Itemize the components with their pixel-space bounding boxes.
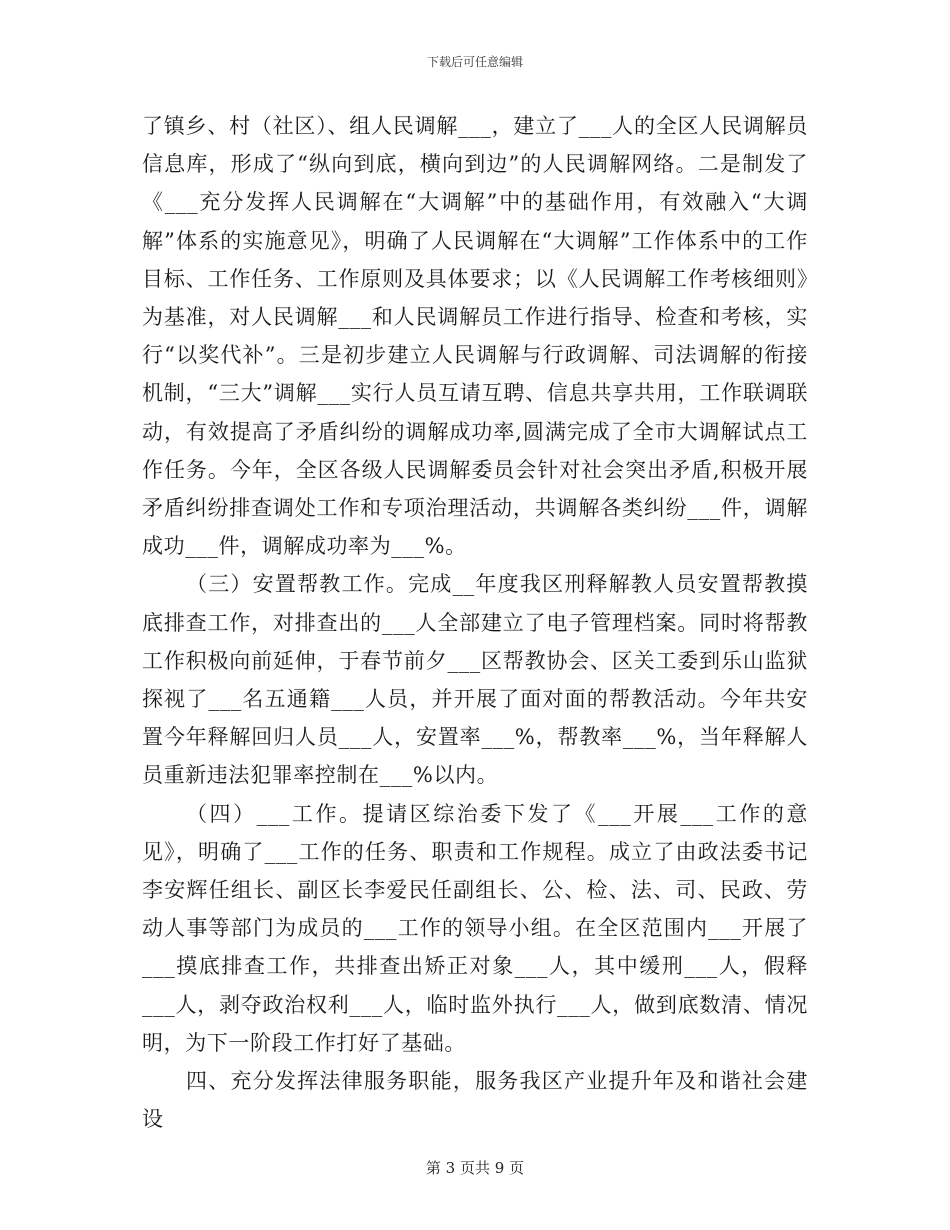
document-body bbox=[142, 107, 808, 1138]
paragraph-resettlement: （三）安置帮教工作。完成__年度我区刑释解教人员安置帮教摸底排查工作，对排查出的___人全部建立了电子管理档案。同时将帮教工作积极向前延伸，于春节前夕___区帮教协会、区关工委到乐山监狱探视了___名五通籍___人员，并开展了面对面的帮教活动。今年共安置今年释解回归人员___人，安置率___%，帮教率___%，当年释解人员重新违法犯罪率控制在___%以内。 bbox=[142, 572, 808, 788]
paragraph-mediation-continued: 了镇乡、村（社区）、组人民调解___，建立了___人的全区人民调解员信息库，形成了“纵向到底，横向到边”的人民调解网络。二是制发了《___充分发挥人民调解在“大调解”中的基础作用，有效融入“大调解”体系的实施意见》，明确了人民调解在“大调解”工作体系中的工作目标、工作任务、工作原则及具体要求；以《人民调解工作考核细则》为基准，对人民调解___和人民调解员工作进行指导、检查和考核，实行“以奖代补”。三是初步建立人民调解与行政调解、司法调解的衔接机制，“三大”调解___实行人员互请互聘、信息共享共用，工作联调联动，有效提高了矛盾纠纷的调解成功率,圆满完成了全市大调解试点工作任务。今年，全区各级人民调解委员会针对社会突出矛盾,积极开展矛盾纠纷排查调处工作和专项治理活动，共调解各类纠纷___件，调解成功___件，调解成功率为___%。 bbox=[142, 114, 808, 559]
paragraph-legal-services-heading: 四、充分发挥法律服务职能，服务我区产业提升年及和谐社会建设 bbox=[142, 1069, 808, 1132]
page-number: 第 3 页共 9 页 bbox=[425, 1159, 525, 1177]
page-header: 下载后可任意编辑 bbox=[426, 55, 523, 69]
paragraph-section-four-work: （四）___工作。提请区综治委下发了《___开展___工作的意见》，明确了___工作的任务、职责和工作规程。成立了由政法委书记李安辉任组长、副区长李爱民任副组长、公、检、法、司、民政、劳动人事等部门为成员的___工作的领导小组。在全区范围内___开展了___摸底排查工作，共排查出矫正对象___人，其中缓刑___人，假释___人，剥夺政治权利___人，临时监外执行___人，做到底数清、情况明，为下一阶段工作打好了基础。 bbox=[142, 801, 808, 1055]
